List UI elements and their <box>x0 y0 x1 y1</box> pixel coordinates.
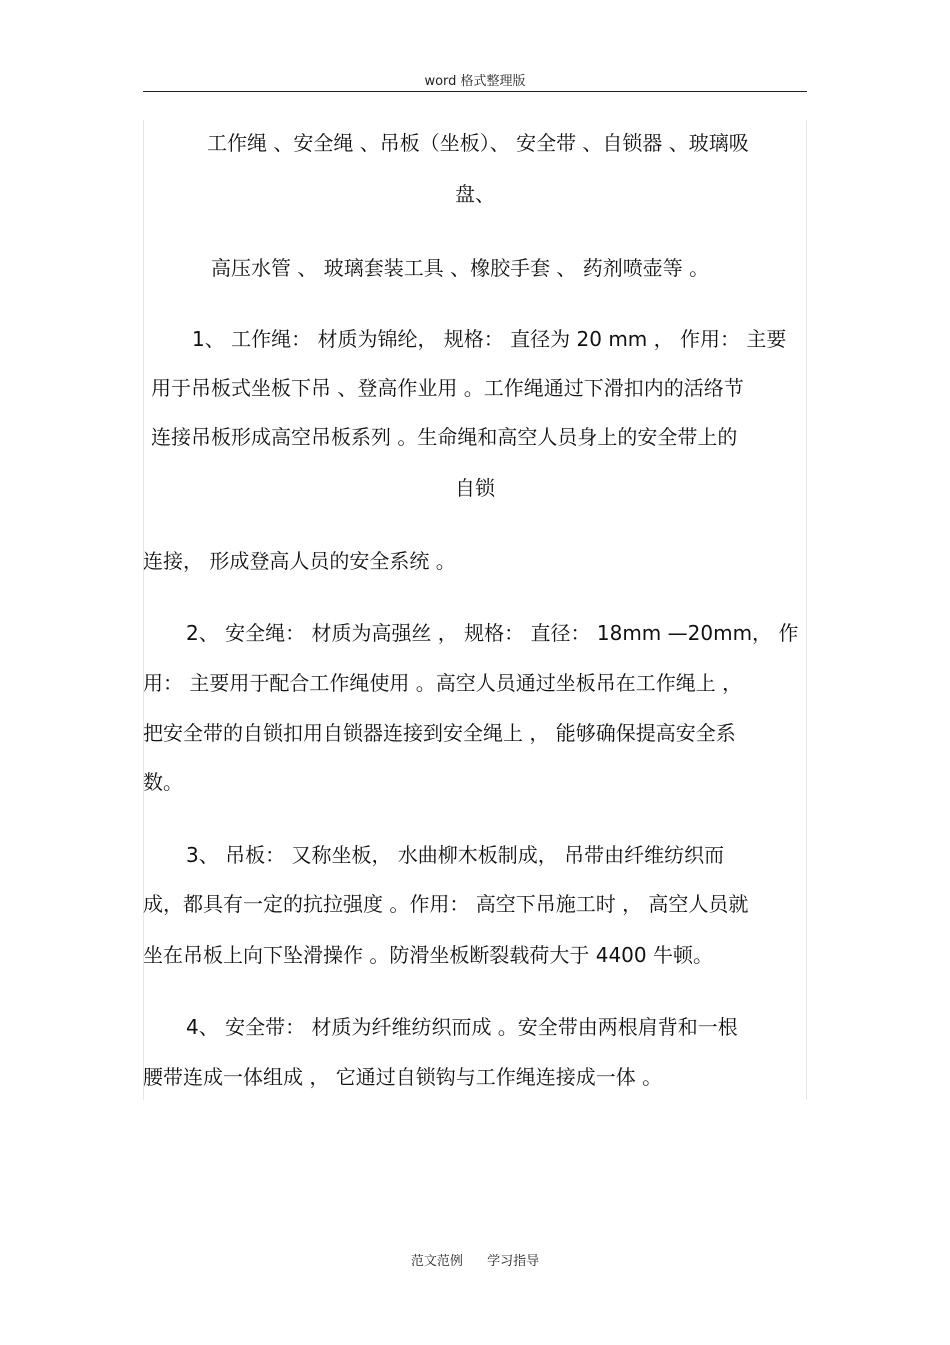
page-footer <box>0 1250 950 1269</box>
intro-line: 盘、 <box>455 182 495 206</box>
header-divider <box>143 91 807 92</box>
item3-line: 成，都具有一定的抗拉强度 。作用： 高空下吊施工时 ， 高空人员就 <box>143 892 749 916</box>
item2-line: 把安全带的自锁扣用自锁器连接到安全绳上 ， 能够确保提高安全系 <box>143 721 736 745</box>
item1-line: 连接， 形成登高人员的安全系统 。 <box>143 549 456 573</box>
item2-line: 2、 安全绳： 材质为高强丝 ， 规格： 直径： 18mm —20mm， 作 <box>186 621 799 645</box>
item1-line: 自锁 <box>455 476 495 500</box>
item4-line: 4、 安全带： 材质为纤维纺织而成 。安全带由两根肩背和一根 <box>186 1015 738 1039</box>
item3-line: 3、 吊板： 又称坐板， 水曲柳木板制成， 吊带由纤维纺织而 <box>186 843 725 867</box>
footer-right-label: 学习指导 <box>487 1254 540 1269</box>
item4-line: 腰带连成一体组成 ， 它通过自锁钩与工作绳连接成一体 。 <box>143 1065 663 1089</box>
item3-line: 坐在吊板上向下坠滑操作 。防滑坐板断裂载荷大于 4400 牛顿。 <box>143 943 713 967</box>
item2-line: 用： 主要用于配合工作绳使用 。高空人员通过坐板吊在工作绳上 ， <box>143 671 743 695</box>
item1-line: 连接吊板形成高空吊板系列 。生命绳和高空人员身上的安全带上的 <box>151 425 738 449</box>
footer-left-label: 范文范例 <box>410 1254 463 1269</box>
item1-line: 1、 工作绳： 材质为锦纶， 规格： 直径为 20 mm ， 作用： 主要 <box>192 327 787 351</box>
intro-line: 工作绳 、安全绳 、吊板（坐板）、 安全带 、自锁器 、玻璃吸 <box>207 131 749 155</box>
intro-line: 高压水管 、 玻璃套装工具 、橡胶手套 、 药剂喷壶等 。 <box>211 256 710 280</box>
item1-line: 用于吊板式坐板下吊 、登高作业用 。工作绳通过下滑扣内的活络节 <box>151 376 744 400</box>
item2-line: 数。 <box>143 770 183 794</box>
header-title: word 格式整理版 <box>424 74 526 89</box>
content-frame-right-border <box>806 120 807 1100</box>
